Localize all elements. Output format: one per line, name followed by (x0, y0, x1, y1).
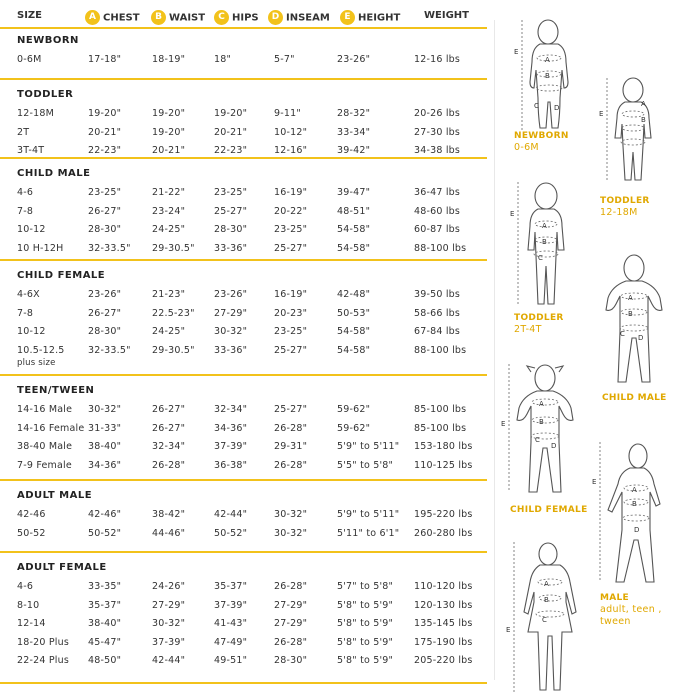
value-cell: 42-46" (88, 509, 122, 520)
svg-text:B: B (628, 310, 633, 318)
value-cell: 59-62" (337, 404, 371, 415)
svg-text:E: E (510, 210, 515, 218)
size-cell: 50-52 (17, 527, 46, 539)
label-child-female: CHILD FEMALE (510, 505, 588, 515)
adult-male-figure (594, 440, 674, 590)
badge-c: C (214, 10, 229, 25)
value-cell: 175-190 lbs (414, 636, 473, 648)
value-cell: 20-21" (214, 126, 248, 138)
value-cell: 19-20" (152, 108, 186, 119)
section-rule (0, 78, 487, 80)
value-cell: 30-32" (152, 618, 186, 629)
value-cell: 30-32" (88, 404, 122, 415)
label-adult-male: MALE adult, teen , tween (600, 593, 662, 627)
value-cell: 25-27" (274, 404, 308, 415)
value-cell: 38-40" (88, 618, 122, 629)
size-cell: 0-6M (17, 54, 42, 65)
svg-text:C: C (620, 330, 625, 338)
value-cell: 26-28" (274, 422, 308, 434)
value-cell: 26-28" (274, 459, 308, 471)
toddler-figure (595, 76, 670, 186)
value-cell: 34-36" (214, 422, 248, 434)
badge-d: D (268, 10, 283, 25)
size-cell: 2T (17, 126, 30, 138)
label-toddler: TODDLER 12-18M (600, 196, 650, 218)
value-cell: 50-52" (88, 527, 122, 539)
size-cell: 18-20 Plus (17, 636, 69, 648)
header-hips: C HIPS (214, 10, 259, 25)
value-cell: 30-32" (214, 326, 248, 337)
value-cell: 16-19" (274, 187, 308, 198)
value-cell: 33-36" (214, 242, 248, 254)
value-cell: 28-30" (274, 655, 308, 666)
value-cell: 30-32" (274, 509, 308, 520)
label-toddler-2t: TODDLER 2T-4T (514, 313, 564, 335)
value-cell: 25-27" (274, 242, 308, 254)
svg-text:E: E (506, 626, 511, 634)
section-title: NEWBORN (17, 35, 79, 46)
adult-female-figure (508, 540, 593, 699)
value-cell: 20-21" (152, 145, 186, 156)
value-cell: 19-20" (88, 108, 122, 119)
toddler-2t-figure (508, 180, 588, 310)
value-cell: 27-30 lbs (414, 126, 461, 138)
table-header (0, 6, 490, 26)
value-cell: 20-22" (274, 205, 308, 217)
section-rule (0, 479, 487, 481)
size-cell: 14-16 Male (17, 404, 73, 415)
value-cell: 26-28" (274, 636, 308, 648)
value-cell: 26-27" (88, 205, 122, 217)
section-title: TODDLER (17, 89, 74, 100)
section-title: CHILD FEMALE (17, 270, 106, 281)
size-cell: 42-46 (17, 509, 46, 520)
value-cell: 35-37" (88, 599, 122, 611)
child-female-figure (501, 362, 590, 497)
value-cell: 30-32" (274, 527, 308, 539)
header-chest: A CHEST (85, 10, 140, 25)
value-cell: 26-27" (88, 307, 122, 319)
value-cell: 45-47" (88, 636, 122, 648)
value-cell: 38-42" (152, 509, 186, 520)
value-cell: 110-120 lbs (414, 581, 473, 592)
value-cell: 48-60 lbs (414, 205, 461, 217)
svg-text:D: D (554, 104, 560, 112)
size-cell: 3T-4T (17, 145, 45, 156)
label-child-male: CHILD MALE (602, 393, 667, 403)
badge-e: E (340, 10, 355, 25)
value-cell: 23-25" (214, 187, 248, 198)
value-cell: 23-25" (274, 224, 308, 235)
value-cell: 27-29" (274, 618, 308, 629)
header-inseam: D INSEAM (268, 10, 330, 25)
value-cell: 29-31" (274, 441, 308, 452)
size-cell: 12-18M (17, 108, 55, 119)
svg-text:A: A (542, 222, 547, 230)
label-newborn: NEWBORN 0-6M (514, 131, 569, 153)
value-cell: 23-25" (88, 187, 122, 198)
value-cell: 48-51" (337, 205, 371, 217)
value-cell: 27-29" (152, 599, 186, 611)
value-cell: 120-130 lbs (414, 599, 473, 611)
value-cell: 20-26 lbs (414, 108, 461, 119)
value-cell: 35-37" (214, 581, 248, 592)
section-rule (0, 157, 487, 159)
size-cell: 7-8 (17, 205, 34, 217)
newborn-figure (510, 18, 590, 136)
value-cell: 5'7" to 5'8" (337, 581, 394, 592)
value-cell: 36-38" (214, 459, 248, 471)
section-rule (0, 682, 487, 684)
value-cell: 5'8" to 5'9" (337, 618, 394, 629)
value-cell: 26-27" (152, 404, 186, 415)
value-cell: 32-34" (214, 404, 248, 415)
value-cell: 26-28" (152, 459, 186, 471)
value-cell: 5'8" to 5'9" (337, 655, 394, 666)
value-cell: 110-125 lbs (414, 459, 473, 471)
svg-text:E: E (501, 420, 506, 428)
svg-text:B: B (544, 596, 549, 604)
section-rule (0, 259, 487, 261)
value-cell: 26-28" (274, 581, 308, 592)
value-cell: 23-26" (88, 289, 122, 300)
value-cell: 37-39" (152, 636, 186, 648)
value-cell: 48-50" (88, 655, 122, 666)
value-cell: 39-42" (337, 145, 371, 156)
child-male-figure (598, 252, 673, 387)
value-cell: 32-34" (152, 441, 186, 452)
value-cell: 21-22" (152, 187, 186, 198)
value-cell: 42-48" (337, 289, 371, 300)
value-cell: 39-50 lbs (414, 289, 461, 300)
value-cell: 28-30" (88, 326, 122, 337)
value-cell: 21-23" (152, 289, 186, 300)
value-cell: 28-30" (88, 224, 122, 235)
section-title: CHILD MALE (17, 168, 91, 179)
value-cell: 29-30.5" (152, 242, 195, 254)
header-size: SIZE (17, 10, 43, 21)
header-waist: B WAIST (151, 10, 205, 25)
value-cell: 34-36" (88, 459, 122, 471)
value-cell: 20-21" (88, 126, 122, 138)
badge-b: B (151, 10, 166, 25)
value-cell: 5'5" to 5'8" (337, 459, 394, 471)
value-cell: 23-24" (152, 205, 186, 217)
svg-text:D: D (638, 334, 644, 342)
svg-text:C: C (534, 102, 539, 110)
svg-text:A: A (545, 56, 550, 64)
size-cell: 10-12 (17, 224, 46, 235)
value-cell: 195-220 lbs (414, 509, 473, 520)
value-cell: 50-53" (337, 307, 371, 319)
value-cell: 85-100 lbs (414, 422, 467, 434)
value-cell: 33-36" (214, 344, 248, 356)
section-rule (0, 551, 487, 553)
value-cell: 20-23" (274, 307, 308, 319)
size-cell: 8-10 (17, 599, 40, 611)
size-cell: 38-40 Male (17, 441, 73, 452)
value-cell: 88-100 lbs (414, 242, 467, 254)
svg-text:E: E (599, 110, 604, 118)
value-cell: 27-29" (214, 307, 248, 319)
value-cell: 24-26" (152, 581, 186, 592)
value-cell: 5'9" to 5'11" (337, 441, 400, 452)
header-weight: WEIGHT (424, 10, 469, 21)
value-cell: 37-39" (214, 441, 248, 452)
section-title: TEEN/TWEEN (17, 385, 95, 396)
svg-text:E: E (592, 478, 597, 486)
svg-text:A: A (632, 486, 637, 494)
value-cell: 32-33.5" (88, 344, 131, 356)
svg-text:C: C (535, 436, 540, 444)
value-cell: 25-27" (214, 205, 248, 217)
value-cell: 5'8" to 5'9" (337, 636, 394, 648)
size-cell: 14-16 Female (17, 422, 85, 434)
header-height: E HEIGHT (340, 10, 400, 25)
size-cell: 22-24 Plus (17, 655, 69, 666)
svg-text:D: D (634, 526, 640, 534)
value-cell: 22.5-23" (152, 307, 195, 319)
value-cell: 60-87 lbs (414, 224, 461, 235)
value-cell: 42-44" (214, 509, 248, 520)
svg-text:C: C (542, 616, 547, 624)
value-cell: 88-100 lbs (414, 344, 467, 356)
value-cell: 42-44" (152, 655, 186, 666)
value-cell: 47-49" (214, 636, 248, 648)
value-cell: 49-51" (214, 655, 248, 666)
value-cell: 67-84 lbs (414, 326, 461, 337)
size-cell: 10 H-12H (17, 242, 64, 254)
value-cell: 18" (214, 54, 232, 65)
value-cell: 24-25" (152, 326, 186, 337)
value-cell: 24-25" (152, 224, 186, 235)
size-note: plus size (17, 358, 56, 368)
svg-text:B: B (542, 238, 547, 246)
value-cell: 50-52" (214, 527, 248, 539)
value-cell: 54-58" (337, 224, 371, 235)
size-cell: 12-14 (17, 618, 46, 629)
value-cell: 135-145 lbs (414, 618, 473, 629)
svg-text:A: A (641, 100, 646, 108)
value-cell: 17-18" (88, 54, 122, 65)
section-title: ADULT MALE (17, 490, 93, 501)
value-cell: 5'8" to 5'9" (337, 599, 394, 611)
value-cell: 260-280 lbs (414, 527, 473, 539)
value-cell: 36-47 lbs (414, 187, 461, 198)
value-cell: 205-220 lbs (414, 655, 473, 666)
size-cell: 4-6 (17, 187, 34, 198)
value-cell: 28-32" (337, 108, 371, 119)
value-cell: 22-23" (88, 145, 122, 156)
svg-text:A: A (628, 294, 633, 302)
svg-text:A: A (539, 400, 544, 408)
value-cell: 23-25" (274, 326, 308, 337)
value-cell: 41-43" (214, 618, 248, 629)
value-cell: 33-34" (337, 126, 371, 138)
value-cell: 25-27" (274, 344, 308, 356)
value-cell: 59-62" (337, 422, 371, 434)
size-cell: 7-8 (17, 307, 34, 319)
value-cell: 5'9" to 5'11" (337, 509, 400, 520)
svg-text:D: D (551, 442, 557, 450)
size-cell: 4-6X (17, 289, 40, 300)
value-cell: 10-12" (274, 126, 308, 138)
value-cell: 12-16 lbs (414, 54, 461, 65)
value-cell: 29-30.5" (152, 344, 195, 356)
value-cell: 26-27" (152, 422, 186, 434)
value-cell: 37-39" (214, 599, 248, 611)
value-cell: 5-7" (274, 54, 295, 65)
value-cell: 19-20" (152, 126, 186, 138)
value-cell: 58-66 lbs (414, 307, 461, 319)
value-cell: 27-29" (274, 599, 308, 611)
value-cell: 19-20" (214, 108, 248, 119)
svg-text:E: E (514, 48, 519, 56)
value-cell: 28-30" (214, 224, 248, 235)
value-cell: 18-19" (152, 54, 186, 65)
value-cell: 54-58" (337, 326, 371, 337)
svg-text:B: B (539, 418, 544, 426)
header-rule (0, 27, 487, 29)
value-cell: 38-40" (88, 441, 122, 452)
value-cell: 44-46" (152, 527, 186, 539)
figures-panel (490, 0, 677, 699)
value-cell: 153-180 lbs (414, 441, 473, 452)
value-cell: 34-38 lbs (414, 145, 461, 156)
value-cell: 85-100 lbs (414, 404, 467, 415)
value-cell: 5'11" to 6'1" (337, 527, 400, 539)
svg-text:A: A (544, 580, 549, 588)
svg-text:C: C (538, 254, 543, 262)
value-cell: 22-23" (214, 145, 248, 156)
size-cell: 4-6 (17, 581, 34, 592)
value-cell: 54-58" (337, 242, 371, 254)
value-cell: 23-26" (337, 54, 371, 65)
value-cell: 16-19" (274, 289, 308, 300)
value-cell: 33-35" (88, 581, 122, 592)
value-cell: 23-26" (214, 289, 248, 300)
size-cell: 10-12 (17, 326, 46, 337)
badge-a: A (85, 10, 100, 25)
value-cell: 12-16" (274, 145, 308, 156)
figures-divider (494, 20, 495, 680)
value-cell: 39-47" (337, 187, 371, 198)
svg-text:B: B (632, 500, 637, 508)
value-cell: 31-33" (88, 422, 122, 434)
value-cell: 32-33.5" (88, 242, 131, 254)
value-cell: 9-11" (274, 108, 301, 119)
svg-text:B: B (641, 116, 646, 124)
svg-text:B: B (545, 72, 550, 80)
value-cell: 54-58" (337, 344, 371, 356)
size-cell: 10.5-12.5 (17, 344, 65, 356)
section-rule (0, 374, 487, 376)
section-title: ADULT FEMALE (17, 562, 107, 573)
size-cell: 7-9 Female (17, 459, 72, 471)
